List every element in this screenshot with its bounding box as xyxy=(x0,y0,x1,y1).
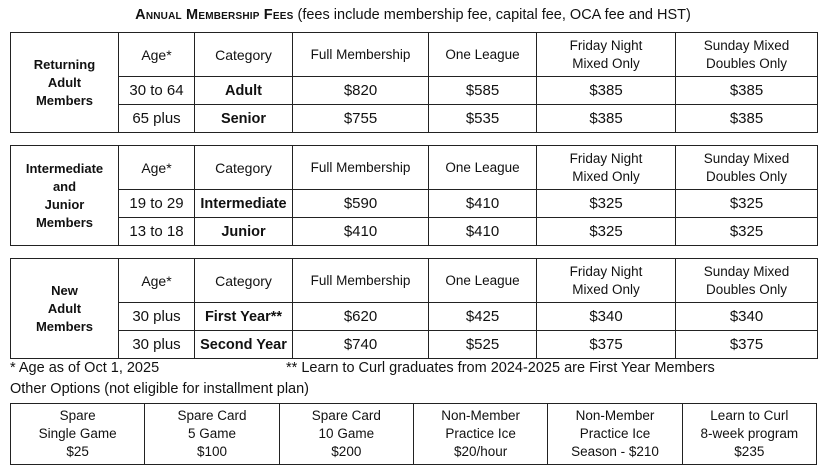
age-cell: 30 plus xyxy=(119,303,195,331)
option-spare-card-10-game: Spare Card 10 Game $200 xyxy=(279,404,413,465)
full-fee-cell: $620 xyxy=(293,303,429,331)
category-cell: Second Year xyxy=(195,331,293,359)
friday-fee-cell: $385 xyxy=(537,105,676,133)
table-header-row xyxy=(11,33,818,77)
table-header-row xyxy=(11,259,818,303)
age-cell: 30 plus xyxy=(119,331,195,359)
header-category: Category xyxy=(195,259,293,303)
sunday-fee-cell: $325 xyxy=(676,190,818,218)
option-spare-card-5-game: Spare Card 5 Game $100 xyxy=(145,404,279,465)
option-practice-ice-season: Non-Member Practice Ice Season - $210 xyxy=(548,404,682,465)
sunday-fee-cell: $340 xyxy=(676,303,818,331)
full-fee-cell: $755 xyxy=(293,105,429,133)
header-one-league: One League xyxy=(429,259,537,303)
title-strong: Annual Membership Fees xyxy=(135,7,294,23)
one-league-fee-cell: $410 xyxy=(429,190,537,218)
sunday-fee-cell: $375 xyxy=(676,331,818,359)
header-age: Age* xyxy=(119,259,195,303)
age-cell: 19 to 29 xyxy=(119,190,195,218)
table-row xyxy=(11,77,818,105)
option-practice-ice-hourly: Non-Member Practice Ice $20/hour xyxy=(413,404,547,465)
friday-fee-cell: $325 xyxy=(537,218,676,246)
table-row xyxy=(11,303,818,331)
full-fee-cell: $410 xyxy=(293,218,429,246)
header-sunday-mixed: Sunday Mixed Doubles Only xyxy=(676,259,818,303)
full-fee-cell: $820 xyxy=(293,77,429,105)
page-title xyxy=(0,7,826,23)
header-full-membership: Full Membership xyxy=(293,146,429,190)
table-row xyxy=(11,190,818,218)
option-learn-to-curl: Learn to Curl 8-week program $235 xyxy=(682,404,816,465)
age-cell: 13 to 18 xyxy=(119,218,195,246)
header-age: Age* xyxy=(119,146,195,190)
header-sunday-mixed: Sunday Mixed Doubles Only xyxy=(676,33,818,77)
other-options-heading: Other Options (not eligible for installment plan) xyxy=(10,381,310,397)
sunday-fee-cell: $385 xyxy=(676,105,818,133)
category-cell: First Year** xyxy=(195,303,293,331)
header-one-league: One League xyxy=(429,146,537,190)
option-spare-single-game: Spare Single Game $25 xyxy=(11,404,145,465)
age-footnote: * Age as of Oct 1, 2025 xyxy=(10,360,160,376)
friday-fee-cell: $385 xyxy=(537,77,676,105)
header-friday-night: Friday Night Mixed Only xyxy=(537,33,676,77)
group-label: Intermediate and Junior Members xyxy=(11,146,119,246)
sunday-fee-cell: $385 xyxy=(676,77,818,105)
one-league-fee-cell: $410 xyxy=(429,218,537,246)
age-cell: 30 to 64 xyxy=(119,77,195,105)
fees-table-new-adult xyxy=(10,258,818,359)
age-cell: 65 plus xyxy=(119,105,195,133)
fees-table-returning xyxy=(10,32,818,133)
full-fee-cell: $740 xyxy=(293,331,429,359)
table-row xyxy=(11,331,818,359)
table-row xyxy=(11,105,818,133)
full-fee-cell: $590 xyxy=(293,190,429,218)
category-cell: Adult xyxy=(195,77,293,105)
friday-fee-cell: $375 xyxy=(537,331,676,359)
group-label: Returning Adult Members xyxy=(11,33,119,133)
title-subtitle: (fees include membership fee, capital fee, OCA fee and HST) xyxy=(293,7,691,23)
header-friday-night: Friday Night Mixed Only xyxy=(537,259,676,303)
header-sunday-mixed: Sunday Mixed Doubles Only xyxy=(676,146,818,190)
fees-table-intermediate-junior xyxy=(10,145,818,246)
sunday-fee-cell: $325 xyxy=(676,218,818,246)
other-options-table xyxy=(10,403,817,465)
category-cell: Senior xyxy=(195,105,293,133)
category-cell: Intermediate xyxy=(195,190,293,218)
one-league-fee-cell: $525 xyxy=(429,331,537,359)
category-cell: Junior xyxy=(195,218,293,246)
friday-fee-cell: $325 xyxy=(537,190,676,218)
group-label: New Adult Members xyxy=(11,259,119,359)
table-row xyxy=(11,404,817,465)
one-league-fee-cell: $425 xyxy=(429,303,537,331)
header-category: Category xyxy=(195,146,293,190)
header-full-membership: Full Membership xyxy=(293,259,429,303)
header-friday-night: Friday Night Mixed Only xyxy=(537,146,676,190)
one-league-fee-cell: $585 xyxy=(429,77,537,105)
header-one-league: One League xyxy=(429,33,537,77)
header-age: Age* xyxy=(119,33,195,77)
table-header-row xyxy=(11,146,818,190)
learn-to-curl-footnote: ** Learn to Curl graduates from 2024-2025 are First Year Members xyxy=(286,360,715,376)
header-category: Category xyxy=(195,33,293,77)
header-full-membership: Full Membership xyxy=(293,33,429,77)
friday-fee-cell: $340 xyxy=(537,303,676,331)
one-league-fee-cell: $535 xyxy=(429,105,537,133)
table-row xyxy=(11,218,818,246)
